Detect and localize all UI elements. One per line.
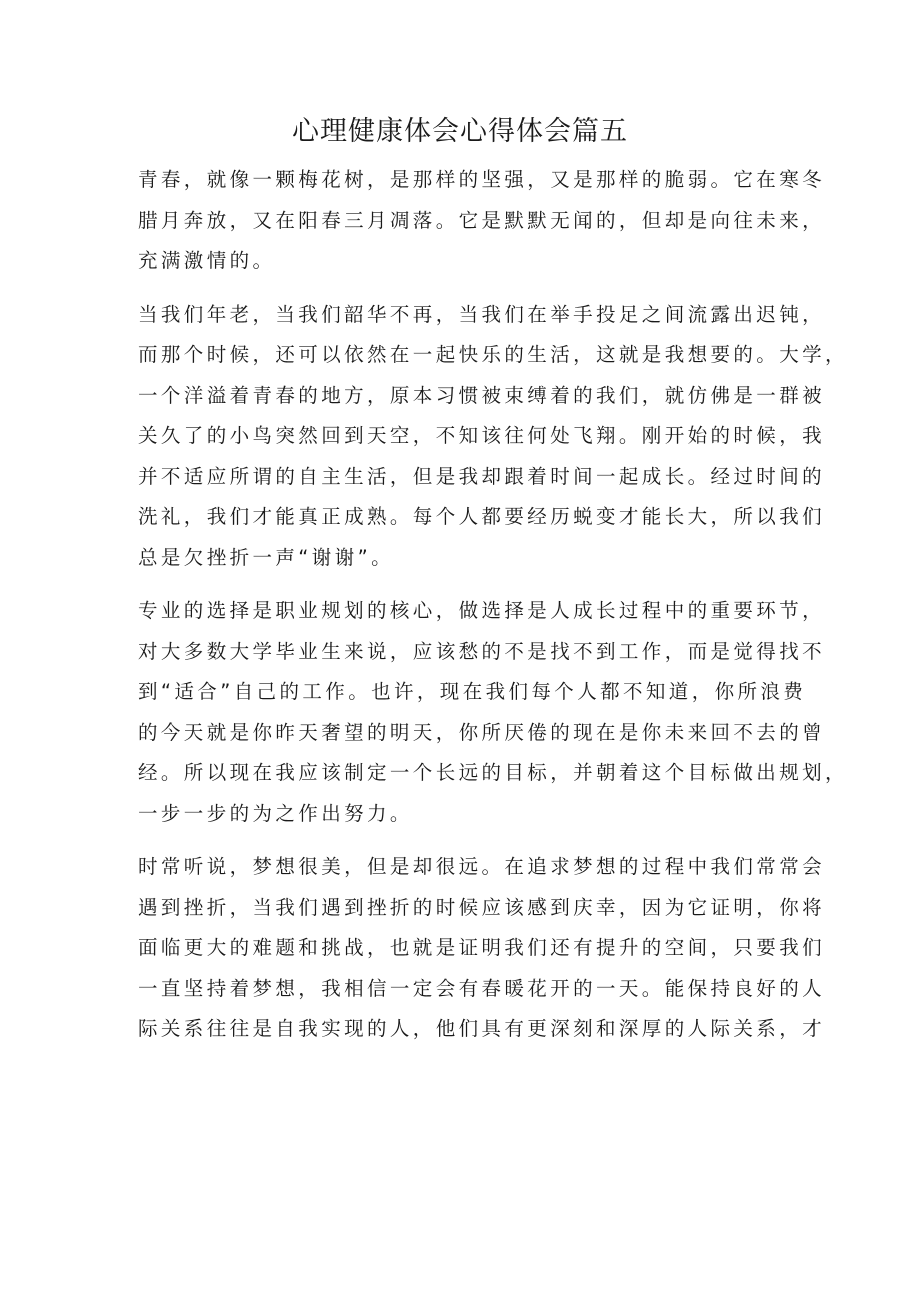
- paragraph-2: [138, 295, 848, 579]
- document-title: 心理健康体会心得体会篇五: [292, 116, 628, 147]
- text-line: 一直坚持着梦想，我相信一定会有春暖花开的一天。能保持良好的人: [138, 976, 826, 1000]
- text-line: 时常听说，梦想很美，但是却很远。在追求梦想的过程中我们常常会: [138, 855, 826, 878]
- text-line: 总是欠挫折一声“谢谢”。: [138, 545, 395, 569]
- text-line: 当我们年老，当我们韶华不再，当我们在举手投足之间流露出迟钝，: [138, 302, 826, 326]
- text-line: 专业的选择是职业规划的核心，做选择是人成长过程中的重要环节，: [138, 599, 826, 622]
- text-line: 洗礼，我们才能真正成熟。每个人都要经历蜕变才能长大，所以我们: [138, 505, 826, 528]
- text-line: 对大多数大学毕业生来说，应该愁的不是找不到工作，而是觉得找不: [138, 639, 826, 663]
- paragraph-1: [138, 160, 826, 282]
- text-line: 经。所以现在我应该制定一个长远的目标，并朝着这个目标做出规划，: [138, 761, 848, 784]
- text-line: 到“适合”自己的工作。也许，现在我们每个人都不知道，你所浪费: [138, 680, 807, 703]
- text-line: 并不适应所谓的自主生活，但是我却跟着时间一起成长。经过时间的: [138, 464, 826, 488]
- text-line: 而那个时候，还可以依然在一起快乐的生活，这就是我想要的。大学，: [138, 343, 848, 366]
- text-line: 关久了的小鸟突然回到天空，不知该往何处飞翔。刚开始的时候，我: [138, 424, 826, 447]
- text-line: 青春，就像一颗梅花树，是那样的坚强，又是那样的脆弱。它在寒冬: [138, 168, 826, 191]
- text-line: 一步一步的为之作出努力。: [138, 801, 413, 825]
- paragraph-3: [138, 591, 848, 834]
- text-line: 际关系往往是自我实现的人，他们具有更深刻和深厚的人际关系，才: [138, 1017, 826, 1040]
- text-line: 充满激情的。: [138, 249, 276, 272]
- text-line: 的今天就是你昨天奢望的明天，你所厌倦的现在是你未来回不去的曾: [138, 720, 826, 744]
- document-body: [138, 160, 848, 1063]
- paragraph-4: [138, 847, 826, 1050]
- text-line: 腊月奔放，又在阳春三月凋落。它是默默无闻的，但却是向往未来，: [138, 208, 826, 232]
- text-line: 一个洋溢着青春的地方，原本习惯被束缚着的我们，就仿佛是一群被: [138, 383, 826, 407]
- text-line: 面临更大的难题和挑战，也就是证明我们还有提升的空间，只要我们: [138, 936, 826, 959]
- text-line: 遇到挫折，当我们遇到挫折的时候应该感到庆幸，因为它证明，你将: [138, 895, 826, 919]
